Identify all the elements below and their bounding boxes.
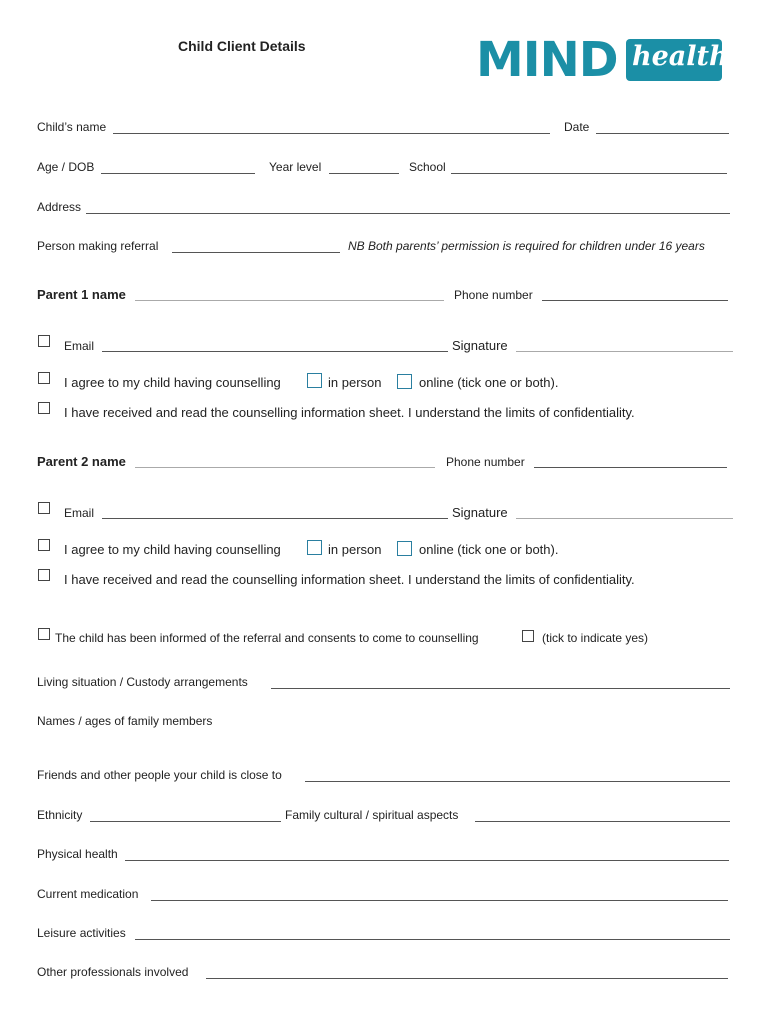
- parent2-in-person-label: in person: [328, 542, 382, 557]
- parent2-online-checkbox[interactable]: [397, 541, 412, 556]
- parent2-email-checkbox[interactable]: [38, 502, 50, 514]
- parent2-in-person-checkbox[interactable]: [307, 540, 322, 555]
- other-professionals-label: Other professionals involved: [37, 965, 189, 979]
- parent2-agree-checkbox[interactable]: [38, 539, 50, 551]
- consent-checkbox[interactable]: [38, 628, 50, 640]
- consent-tick-note: (tick to indicate yes): [542, 631, 649, 645]
- physical-health-field[interactable]: [125, 860, 729, 861]
- names-ages-label: Names / ages of family members: [37, 714, 213, 728]
- parent1-name-label: Parent 1 name: [37, 287, 126, 302]
- age-dob-label: Age / DOB: [37, 160, 95, 174]
- logo-badge: [626, 39, 729, 81]
- address-field[interactable]: [86, 213, 730, 214]
- date-field[interactable]: [596, 133, 729, 134]
- logo-word: MIND: [476, 32, 618, 88]
- leisure-label: Leisure activities: [37, 926, 126, 940]
- parent2-email-field[interactable]: [102, 518, 448, 519]
- address-label: Address: [37, 200, 82, 214]
- parent2-email-label: Email: [64, 506, 95, 520]
- parent1-name-field[interactable]: [135, 300, 444, 301]
- referral-label: Person making referral: [37, 239, 159, 253]
- page-title: Child Client Details: [178, 38, 306, 54]
- parent2-signature-label: Signature: [452, 505, 508, 520]
- living-label: Living situation / Custody arrangements: [37, 675, 248, 689]
- parent1-signature-label: Signature: [452, 338, 508, 353]
- parent1-email-field[interactable]: [102, 351, 448, 352]
- age-dob-field[interactable]: [101, 173, 255, 174]
- ethnicity-label: Ethnicity: [37, 808, 83, 822]
- school-field[interactable]: [451, 173, 727, 174]
- parent2-name-label: Parent 2 name: [37, 454, 126, 469]
- friends-label: Friends and other people your child is close to: [37, 768, 282, 782]
- date-label: Date: [564, 120, 590, 134]
- year-level-label: Year level: [269, 160, 322, 174]
- parent1-in-person-checkbox[interactable]: [307, 373, 322, 388]
- parent2-received-text: I have received and read the counselling information sheet. I understand the limits of confidentiality.: [64, 572, 635, 587]
- other-professionals-field[interactable]: [206, 978, 728, 979]
- medication-label: Current medication: [37, 887, 139, 901]
- parent1-received-text: I have received and read the counselling information sheet. I understand the limits of confidentiality.: [64, 405, 635, 420]
- parent2-name-field[interactable]: [135, 467, 435, 468]
- cultural-label: Family cultural / spiritual aspects: [285, 808, 459, 822]
- parent1-email-label: Email: [64, 339, 95, 353]
- parent2-received-checkbox[interactable]: [38, 569, 50, 581]
- childs-name-label: Child’s name: [37, 120, 107, 134]
- parent1-signature-field[interactable]: [516, 351, 733, 352]
- living-field[interactable]: [271, 688, 730, 689]
- friends-field[interactable]: [305, 781, 730, 782]
- consent-text: The child has been informed of the referral and consents to come to counselling: [55, 631, 479, 645]
- parent2-phone-label: Phone number: [446, 455, 525, 469]
- parent1-agree-checkbox[interactable]: [38, 372, 50, 384]
- physical-health-label: Physical health: [37, 847, 118, 861]
- parent2-phone-field[interactable]: [534, 467, 727, 468]
- parent1-received-checkbox[interactable]: [38, 402, 50, 414]
- childs-name-field[interactable]: [113, 133, 550, 134]
- consent-yes-checkbox[interactable]: [522, 630, 534, 642]
- parent2-online-label: online (tick one or both).: [419, 542, 559, 557]
- logo-sub: health: [632, 41, 729, 72]
- referral-field[interactable]: [172, 252, 340, 253]
- school-label: School: [409, 160, 446, 174]
- leisure-field[interactable]: [135, 939, 730, 940]
- ethnicity-field[interactable]: [90, 821, 281, 822]
- parent2-signature-field[interactable]: [516, 518, 733, 519]
- nb-note: NB Both parents’ permission is required for children under 16 years: [348, 239, 705, 253]
- cultural-field[interactable]: [475, 821, 730, 822]
- year-level-field[interactable]: [329, 173, 399, 174]
- parent1-phone-label: Phone number: [454, 288, 533, 302]
- parent1-email-checkbox[interactable]: [38, 335, 50, 347]
- parent1-online-checkbox[interactable]: [397, 374, 412, 389]
- medication-field[interactable]: [151, 900, 728, 901]
- parent2-agree-text: I agree to my child having counselling: [64, 542, 281, 557]
- parent1-phone-field[interactable]: [542, 300, 728, 301]
- parent1-online-label: online (tick one or both).: [419, 375, 559, 390]
- parent1-agree-text: I agree to my child having counselling: [64, 375, 281, 390]
- parent1-in-person-label: in person: [328, 375, 382, 390]
